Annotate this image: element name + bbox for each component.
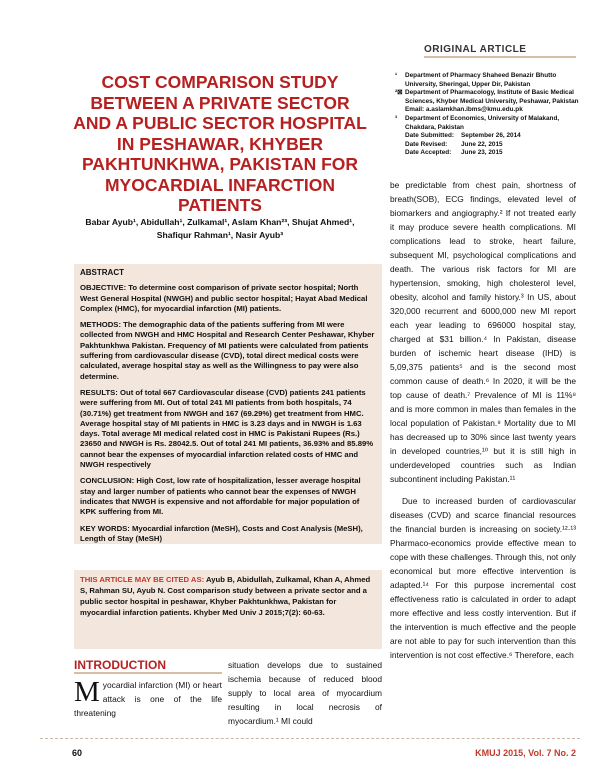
drop-cap: M [74,676,100,708]
introduction-rule [74,672,222,674]
article-type-label: ORIGINAL ARTICLE [424,44,527,55]
article-title: COST COMPARISON STUDY BETWEEN A PRIVATE SECTOR AND A PUBLIC SECTOR HOSPITAL IN PESHAWAR, KHYBER PAKHTUNKHWA, PAKISTAN FOR MYOCARDIAL INFARCTION PATIENTS [73,72,367,215]
column-3-text [390,178,576,670]
abstract-heading: ABSTRACT [80,268,124,277]
citation-label: THIS ARTICLE MAY BE CITED AS: [80,575,205,584]
footer-rule [40,738,580,739]
affiliation-3: ³ Department of Economics, University of Malakand, Chakdara, Pakistan [395,114,560,131]
header-rule [424,56,576,58]
journal-reference: KMUJ 2015, Vol. 7 No. 2 [475,748,576,758]
abstract-results: RESULTS: Out of total 667 Cardiovascular disease (CVD) patients 241 patients were suffering from MI. Out of total 241 MI patients from both hospitals, 74 (30.71%) get treatment from NWGH and 167 (69.29%) get treatment from HMC. Average hospital stay of MI patients in HMC is 3.23 days and in NWGH is 1.63 days. Total average MI medical related cost in HMC is Pakistani Rupees (Rs.) 23650 and NWGH is Rs. 28042.5. Out of total 241 MI patients, 36.93% and 85.89% cannot bear the expenses of myocardial infarction related costs of HMC and NWGH respectively [80,387,374,470]
introduction-paragraph: Myocardial infarction (MI) or heart attack is one of the life threatening [74,676,222,718]
abstract-box [74,264,382,544]
col3-paragraph-2: Due to increased burden of cardiovascular diseases (CVD) and scarce financial resources the financial burden is increasing on society.¹²·¹³ Pharmaco-economics provide effective mean to cope with these challenges. Through this, not only economical but more effective intervention is adapted.¹⁴ For this purpose incremental cost effectiveness ratio is calculated in order to adapt more effective and less costly intervention. But if the intervention is much effective and the people are not able to pay for such intervention than this intervention is not cost effective.⁶ Therefore, each [390,496,576,660]
abstract-objective: OBJECTIVE: To determine cost comparison of private sector hospital; North West General Hospital (NWGH) and public sector hospital; Hayat Abad Medical Complex (HMC), for myocardial infarction (MI) patients. [80,283,368,313]
col3-paragraph-1: be predictable from chest pain, shortness of breath(SOB), ECG findings, elevated level of biomarkers and angiography.² If not treated early it may produce severe health complications. MI complications lead to stroke, heart failure, subsequent MI, psychological complications and death. The various risk factors for MI are hypertension, smoking, high cholesterol level, obesity, alcohol and family history.³ In US, about 320,000 recurrent and 6000,000 new MI report each year leading to 696000 hospital stay, charged at $31 billion.⁴ In Pakistan, disease burden of ischemic heart disease (IHD) is 5,09,375 patients⁵ and is the second most common cause of death.⁶ In 2020, it will be the top cause of death.⁷ Prevalence of MI is 11%⁸ and is more common in males than females in the local population of Pakistan.⁹ Mortality due to MI has decreased up to 30% since last twenty years in developed countries,¹⁰ but it is still high in underdeveloped countries such as Indian subcontinent including Pakistan.¹¹ [390,180,576,484]
citation-text: Ayub B, Abidullah, Zulkamal, Khan A, Ahmed S, Rahman SU, Ayub N. Cost comparison study between a private sector and a public sector hospital in peshawar, Khyber Pakhtunkhwa, Pakistan for myocardial infarction patients. Khyber Med Univ J 2015;7(2): 60-63. [80,575,371,617]
abstract-keywords: KEY WORDS: Myocardial infarction (MeSH), Costs and Cost Analysis (MeSH), Length of Stay (MeSH) [80,523,363,543]
affiliations [395,72,585,158]
abstract-conclusion: CONCLUSION: High Cost, low rate of hospitalization, lesser average hospital stay and larger number of patients who cannot bear the expenses of NWGH indicates that NWGH is expensive and not affordable for major population of KPK suffering from MI. [80,476,361,517]
introduction-heading: INTRODUCTION [74,658,166,672]
affiliation-1: ¹ Department of Pharmacy Shaheed Benazir Bhutto University, Sheringal, Upper Dir, Pakistan [395,72,557,88]
page-number: 60 [72,748,83,758]
abstract-methods: METHODS: The demographic data of the patients suffering from MI were collected from NWGH and HMC Hospital and Research Center Peshawar, Khyber Pakhtunkhwa Pakistan. Frequency of MI patients were calculated from patients suffering from cardiovascular disease (CVD), total direct medical costs were calculated, average hospital stay as well as the Willingness to pay were also determine. [80,320,375,381]
submission-dates: Date Submitted: September 26, 2014 Date Revised: June 22, 2015 Date Accepted: June 23, 2015 [405,132,521,157]
column-2-text: situation develops due to sustained ischemia because of reduced blood supply to local area of myocardium resulting in local necrosis of myocardium.¹ MI could [228,660,382,726]
citation-box [74,570,382,649]
author-list: Babar Ayub¹, Abidullah¹, Zulkamal¹, Aslam Khan²³, Shujat Ahmed¹, Shafiqur Rahman¹, Nasir Ayub³ [85,217,355,240]
affiliation-2: ²⊠ Department of Pharmacology, Institute of Basic Medical Sciences, Khyber Medical University, Peshawar, Pakistan Email: a.aslamkhan.ibms@kmu.edu.pk [395,89,579,114]
